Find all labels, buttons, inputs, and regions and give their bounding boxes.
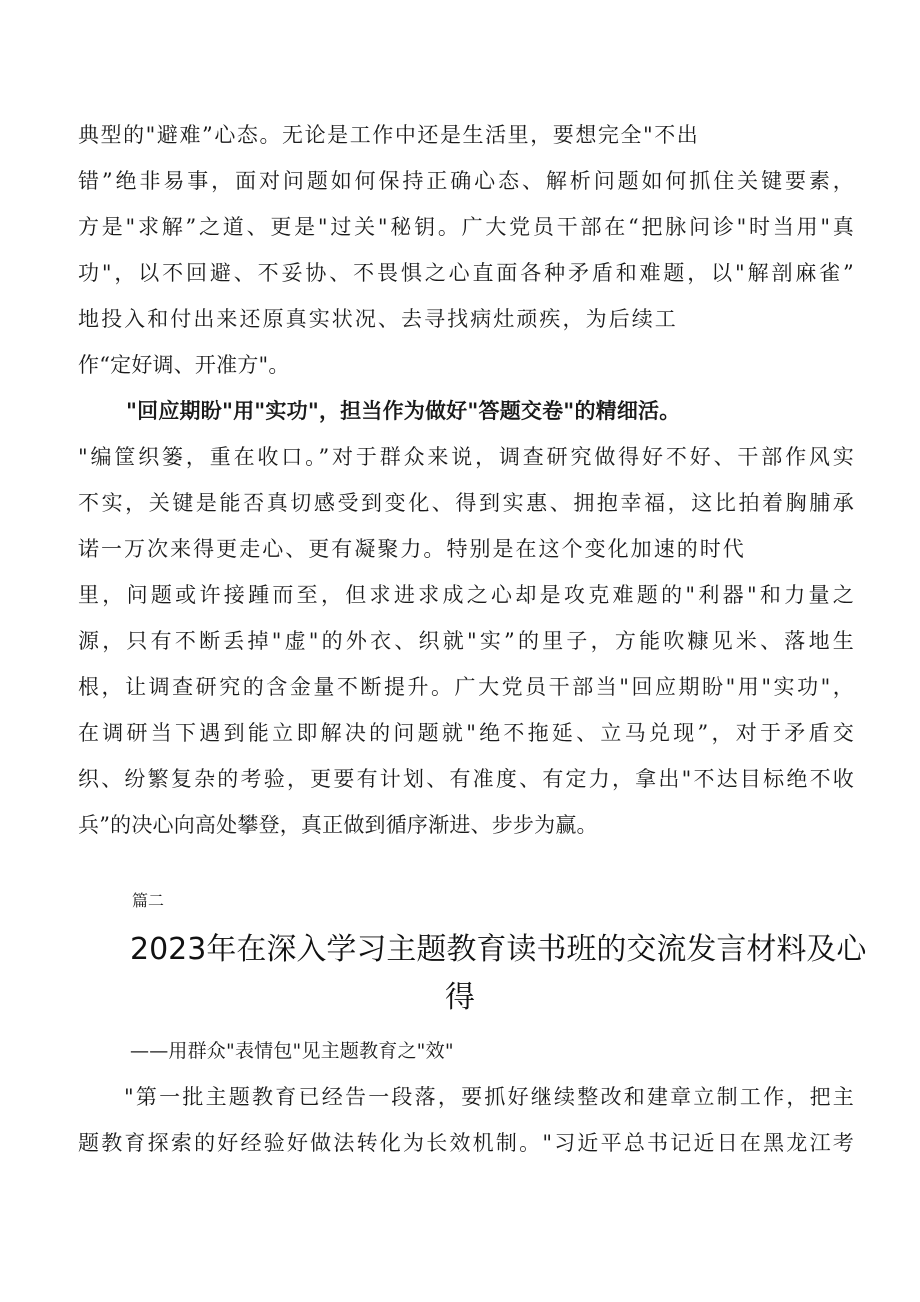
document-subtitle: ——用群众"表情包"见主题教育之"效" bbox=[130, 1040, 454, 1062]
paragraph-line: 源，只有不断丢掉"虚"的外衣、织就"实”的里子，方能吹糠见米、落地生 bbox=[78, 629, 854, 653]
paragraph-line: "编筐织篓，重在收口。”对于群众来说，调查研究做得好不好、干部作风实 bbox=[78, 445, 854, 469]
paragraph-line: 诺一万次来得更走心、更有凝聚力。特别是在这个变化加速的时代 bbox=[78, 537, 744, 561]
document-title: 2023年在深入学习主题教育读书班的交流发言材料及心 bbox=[130, 932, 867, 967]
paragraph-line: 不实，关键是能否真切感受到变化、得到实惠、拥抱幸福，这比拍着胸脯承 bbox=[78, 491, 854, 515]
paragraph-line: 方是"求解”之道、更是"过关"秘钥。广大党员干部在“把脉问诊"时当用"真 bbox=[78, 215, 854, 239]
paragraph-line: 根，让调查研究的含金量不断提升。广大党员干部当"回应期盼"用"实功"， bbox=[78, 675, 854, 699]
paragraph-line: 题教育探索的好经验好做法转化为长效机制。"习近平总书记近日在黑龙江考 bbox=[78, 1131, 854, 1155]
paragraph-line: 地投入和付出来还原真实状况、去寻找病灶顽疾，为后续工 bbox=[78, 307, 676, 331]
paragraph-line: 兵”的决心向高处攀登，真正做到循序渐进、步步为赢。 bbox=[78, 813, 598, 837]
section-heading: "回应期盼"用"实功"，担当作为做好"答题交卷"的精细活。 bbox=[126, 398, 681, 423]
paragraph-line: 典型的"避难”心态。无论是工作中还是生活里，要想完全"不出 bbox=[78, 123, 698, 147]
paragraph-line: 错”绝非易事，面对问题如何保持正确心态、解析问题如何抓住关键要素， bbox=[78, 169, 854, 193]
paragraph-line: 里，问题或许接踵而至，但求进求成之心却是攻克难题的"利器"和力量之 bbox=[78, 583, 854, 607]
paragraph-line: 功"，以不回避、不妥协、不畏惧之心直面各种矛盾和难题，以"解剖麻雀” bbox=[78, 261, 854, 285]
document-title-continued: 得 bbox=[445, 980, 475, 1015]
paragraph-line: 在调研当下遇到能立即解决的问题就"绝不拖延、立马兑现”，对于矛盾交 bbox=[78, 721, 854, 745]
paragraph-line: 织、纷繁复杂的考验，更要有计划、有准度、有定力，拿出"不达目标绝不收 bbox=[78, 767, 854, 791]
paragraph-line: "第一批主题教育已经告一段落，要抓好继续整改和建章立制工作，把主 bbox=[124, 1085, 854, 1109]
section-tag: 篇二 bbox=[132, 891, 165, 910]
paragraph-line: 作“定好调、开准方"。 bbox=[78, 353, 290, 377]
